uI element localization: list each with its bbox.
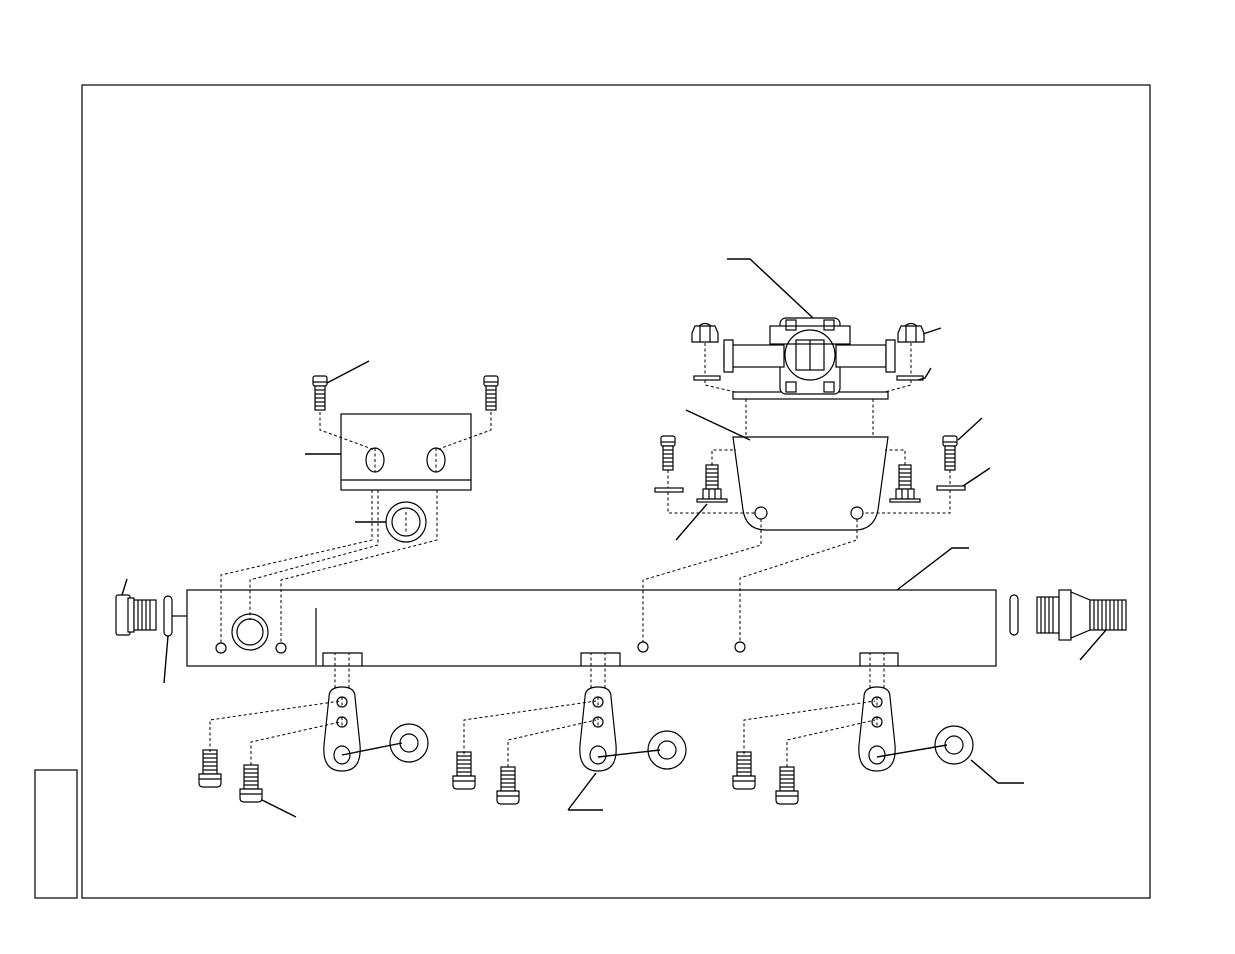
cap-screw-right <box>943 436 957 470</box>
right-o-ring <box>1010 595 1018 635</box>
mount-plate <box>733 437 888 530</box>
valve-washer-left <box>694 376 720 380</box>
right-end-fitting <box>1037 590 1126 640</box>
left-socket-screw-a <box>313 376 327 410</box>
left-socket-screw-b <box>484 376 498 410</box>
left-o-ring <box>164 596 172 636</box>
valve-assembly <box>724 318 895 399</box>
left-end-fitting <box>116 595 156 635</box>
flange-bolt-left <box>697 465 727 502</box>
washer-left <box>655 488 683 492</box>
side-tab <box>35 770 77 898</box>
valve-nut-left <box>692 324 718 343</box>
washer-right <box>937 486 965 490</box>
valve-nut-right <box>898 324 924 343</box>
clamp-3 <box>733 653 973 804</box>
grommet <box>386 502 426 542</box>
flange-bolt-right <box>890 465 920 502</box>
cap-screw-left <box>661 436 675 470</box>
clamp-1 <box>199 653 428 802</box>
clamp-2 <box>453 653 686 804</box>
left-bracket <box>341 414 471 490</box>
